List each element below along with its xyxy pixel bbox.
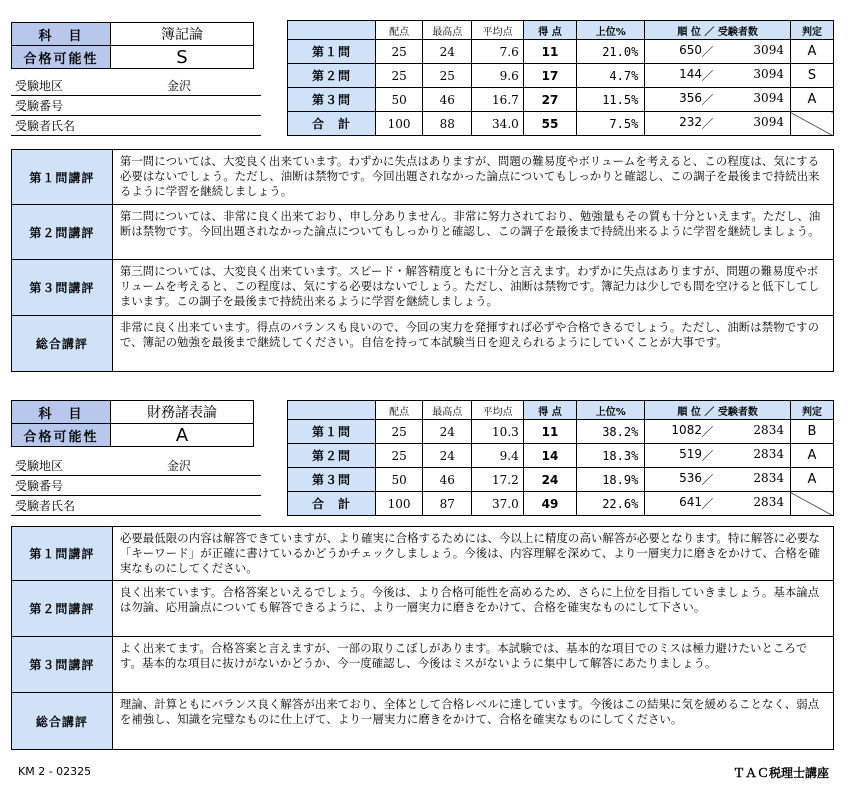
comment-text: 第二問については、非常に良く出来ており、申し分ありません。非常に努力されており、勉強量もその質も十分といえます。ただし、油断は禁物です。今回出題されなかった論点についてもしっかりと確認し、この調子を最後まで持続出来るように学習を継続しましょう。	[112, 205, 833, 260]
region-label: 受験地区	[15, 79, 64, 93]
subject-box	[11, 22, 254, 69]
comment-text: 非常に良く出来ています。得点のバランスも良いので、今回の実力を発揮すれば必ずや合格できるでしょう。ただし、油断は禁物ですので、簿記の勉強を最後まで継続してください。自信を持って本試験当日を迎えられるようにしていくことが大事です。	[112, 316, 833, 372]
subject-label: 科 目	[12, 401, 111, 424]
comment-text: 良く出来ています。合格答案といえるでしょう。今後は、より合格可能性を高めるため、さらに上位を目指していきましょう。基本論点は勿論、応用論点についても解答できるように、より一層実力に磨きをかけて、合格を確実なものにして下さい。	[112, 581, 833, 637]
number-label: 受験番号	[15, 99, 64, 113]
examinee-info	[11, 78, 261, 138]
col-score: 得 点	[523, 401, 576, 420]
name-label: 受験者氏名	[15, 499, 76, 513]
table-row-total: 合 計 100 88 34.0 55 7.5% 232 ／ 3094	[288, 112, 834, 136]
region-label: 受験地区	[15, 459, 64, 473]
comment-text: 必要最低限の内容は解答できていますが、より確実に合格するためには、今以上に精度の高い解答が必要となります。特に解答に必要な「キーワード」が正確に書けているかどうかチェックしましょう。今後は、内容理解を深めて、より一層実力に磨きをかけて、合格を確実なものにしてください。	[112, 527, 833, 581]
score-table	[287, 20, 834, 136]
comment-text: よく出来てます。合格答案と言えますが、一部の取りこぼしがあります。本試験では、基本的な項目でのミスは極力避けたいところです。基本的な項目に抜けがないかどうか、今一度確認し、今後はミスがないように集中して解答にあたりましょう。	[112, 637, 833, 693]
col-allot: 配点	[376, 401, 423, 420]
col-max: 最高点	[423, 21, 472, 40]
judge-na-diagonal	[790, 492, 833, 516]
col-score: 得 点	[523, 21, 576, 40]
comments-table: 第１問講評 第一問については、大変良く出来ています。わずかに失点はありますが、問題の難易度やボリュームを考えると、この程度は、気にする必要はないでしょう。ただし、油断は禁物です。今回出題されなかった論点についてもしっかりと確認し、この調子を最後まで持続出来るように学習を継続しましょう。 第２問講評 第二問については、非常に良く出来ており、申し分ありません。非常に努力されており、勉強量もその質も十分といえます。ただし、油断は禁物です。今回出題されなかった論点についてもしっかりと確認し、この調子を最後まで持続出来るように学習を継続しましょう。 第３問講評 第三問については、大変良く出来ています。スピード・解答精度ともに十分と言えます。わずかに失点はありますが、問題の難易度やボリュームを考えると、この程度は、気にする必要はないでしょう。ただし、油断は禁物です。簿記力は少しでも間を空けると低下してしまいます。この調子を最後まで持続出来るように学習を継続しましょう。 総合講評 非常に良く出来ています。得点のバランスも良いので、今回の実力を発揮すれば必ずや合格できるでしょう。ただし、油断は禁物ですので、簿記の勉強を最後まで継続してください。自信を持って本試験当日を迎えられるようにしていくことが大事です。	[11, 149, 834, 372]
table-row: 第２問 25 24 9.4 14 18.3% 519 ／ 2834 A	[288, 444, 834, 468]
col-top: 上位%	[577, 21, 645, 40]
region-value: 金沢	[167, 459, 192, 473]
region-value: 金沢	[167, 79, 192, 93]
col-judge: 判定	[790, 401, 833, 420]
col-judge: 判定	[790, 21, 833, 40]
col-avg: 平均点	[472, 21, 523, 40]
col-avg: 平均点	[472, 401, 523, 420]
document-code: KM 2 - 02325	[18, 765, 92, 778]
table-row: 第１問 25 24 10.3 11 38.2% 1082 ／ 2834 B	[288, 420, 834, 444]
comments-table: 第１問講評 必要最低限の内容は解答できていますが、より確実に合格するためには、今以上に精度の高い解答が必要となります。特に解答に必要な「キーワード」が正確に書けているかどうかチェックしましょう。今後は、内容理解を深めて、より一層実力に磨きをかけて、合格を確実なものにしてください。 第２問講評 良く出来ています。合格答案といえるでしょう。今後は、より合格可能性を高めるため、さらに上位を目指していきましょう。基本論点は勿論、応用論点についても解答できるように、より一層実力に磨きをかけて、合格を確実なものにして下さい。 第３問講評 よく出来てます。合格答案と言えますが、一部の取りこぼしがあります。本試験では、基本的な項目でのミスは極力避けたいところです。基本的な項目に抜けがないかどうか、今一度確認し、今後はミスがないように集中して解答にあたりましょう。 総合講評 理論、計算ともにバランス良く解答が出来ており、全体として合格レベルに達しています。今後はこの結果に気を緩めることなく、弱点を補強し、知識を完璧なものに仕上げて、より一層実力に磨きをかけて、合格を確実なものにしてください。	[11, 526, 834, 750]
possibility-label: 合格可能性	[12, 424, 111, 447]
number-label: 受験番号	[15, 479, 64, 493]
col-max: 最高点	[423, 401, 472, 420]
judge-na-diagonal	[790, 112, 833, 136]
table-row: 第３問 50 46 16.7 27 11.5% 356 ／ 3094 A	[288, 88, 834, 112]
name-label: 受験者氏名	[15, 119, 76, 133]
col-rank: 順 位 ／ 受験者数	[645, 401, 791, 420]
table-row: 第２問 25 25 9.6 17 4.7% 144 ／ 3094 S	[288, 64, 834, 88]
subject-label: 科 目	[12, 23, 111, 46]
comment-text: 第三問については、大変良く出来ています。スピード・解答精度ともに十分と言えます。わずかに失点はありますが、問題の難易度やボリュームを考えると、この程度は、気にする必要はないでしょう。ただし、油断は禁物です。簿記力は少しでも間を空けると低下してしまいます。この調子を最後まで持続出来るように学習を継続しましょう。	[112, 260, 833, 316]
possibility-grade: A	[111, 424, 254, 447]
col-allot: 配点	[376, 21, 423, 40]
table-row: 第１問 25 24 7.6 11 21.0% 650 ／ 3094 A	[288, 40, 834, 64]
subject-name: 財務諸表論	[111, 401, 254, 424]
subject-name: 簿記論	[111, 23, 254, 46]
section-2	[0, 380, 851, 760]
brand-name: ＴＡＣ税理士講座	[732, 766, 829, 780]
col-top: 上位%	[577, 401, 645, 420]
examinee-info	[11, 458, 261, 518]
comment-text: 第一問については、大変良く出来ています。わずかに失点はありますが、問題の難易度やボリュームを考えると、この程度は、気にする必要はないでしょう。ただし、油断は禁物です。今回出題されなかった論点についてもしっかりと確認し、この調子を最後まで持続出来るように学習を継続しましょう。	[112, 150, 833, 205]
score-table	[287, 400, 834, 516]
subject-box	[11, 400, 254, 447]
table-row: 第３問 50 46 17.2 24 18.9% 536 ／ 2834 A	[288, 468, 834, 492]
possibility-grade: S	[111, 46, 254, 69]
table-row-total: 合 計 100 87 37.0 49 22.6% 641 ／ 2834	[288, 492, 834, 516]
possibility-label: 合格可能性	[12, 46, 111, 69]
comment-text: 理論、計算ともにバランス良く解答が出来ており、全体として合格レベルに達しています。今後はこの結果に気を緩めることなく、弱点を補強し、知識を完璧なものに仕上げて、より一層実力に磨きをかけて、合格を確実なものにしてください。	[112, 693, 833, 750]
section-1	[0, 0, 851, 380]
col-rank: 順 位 ／ 受験者数	[645, 21, 791, 40]
